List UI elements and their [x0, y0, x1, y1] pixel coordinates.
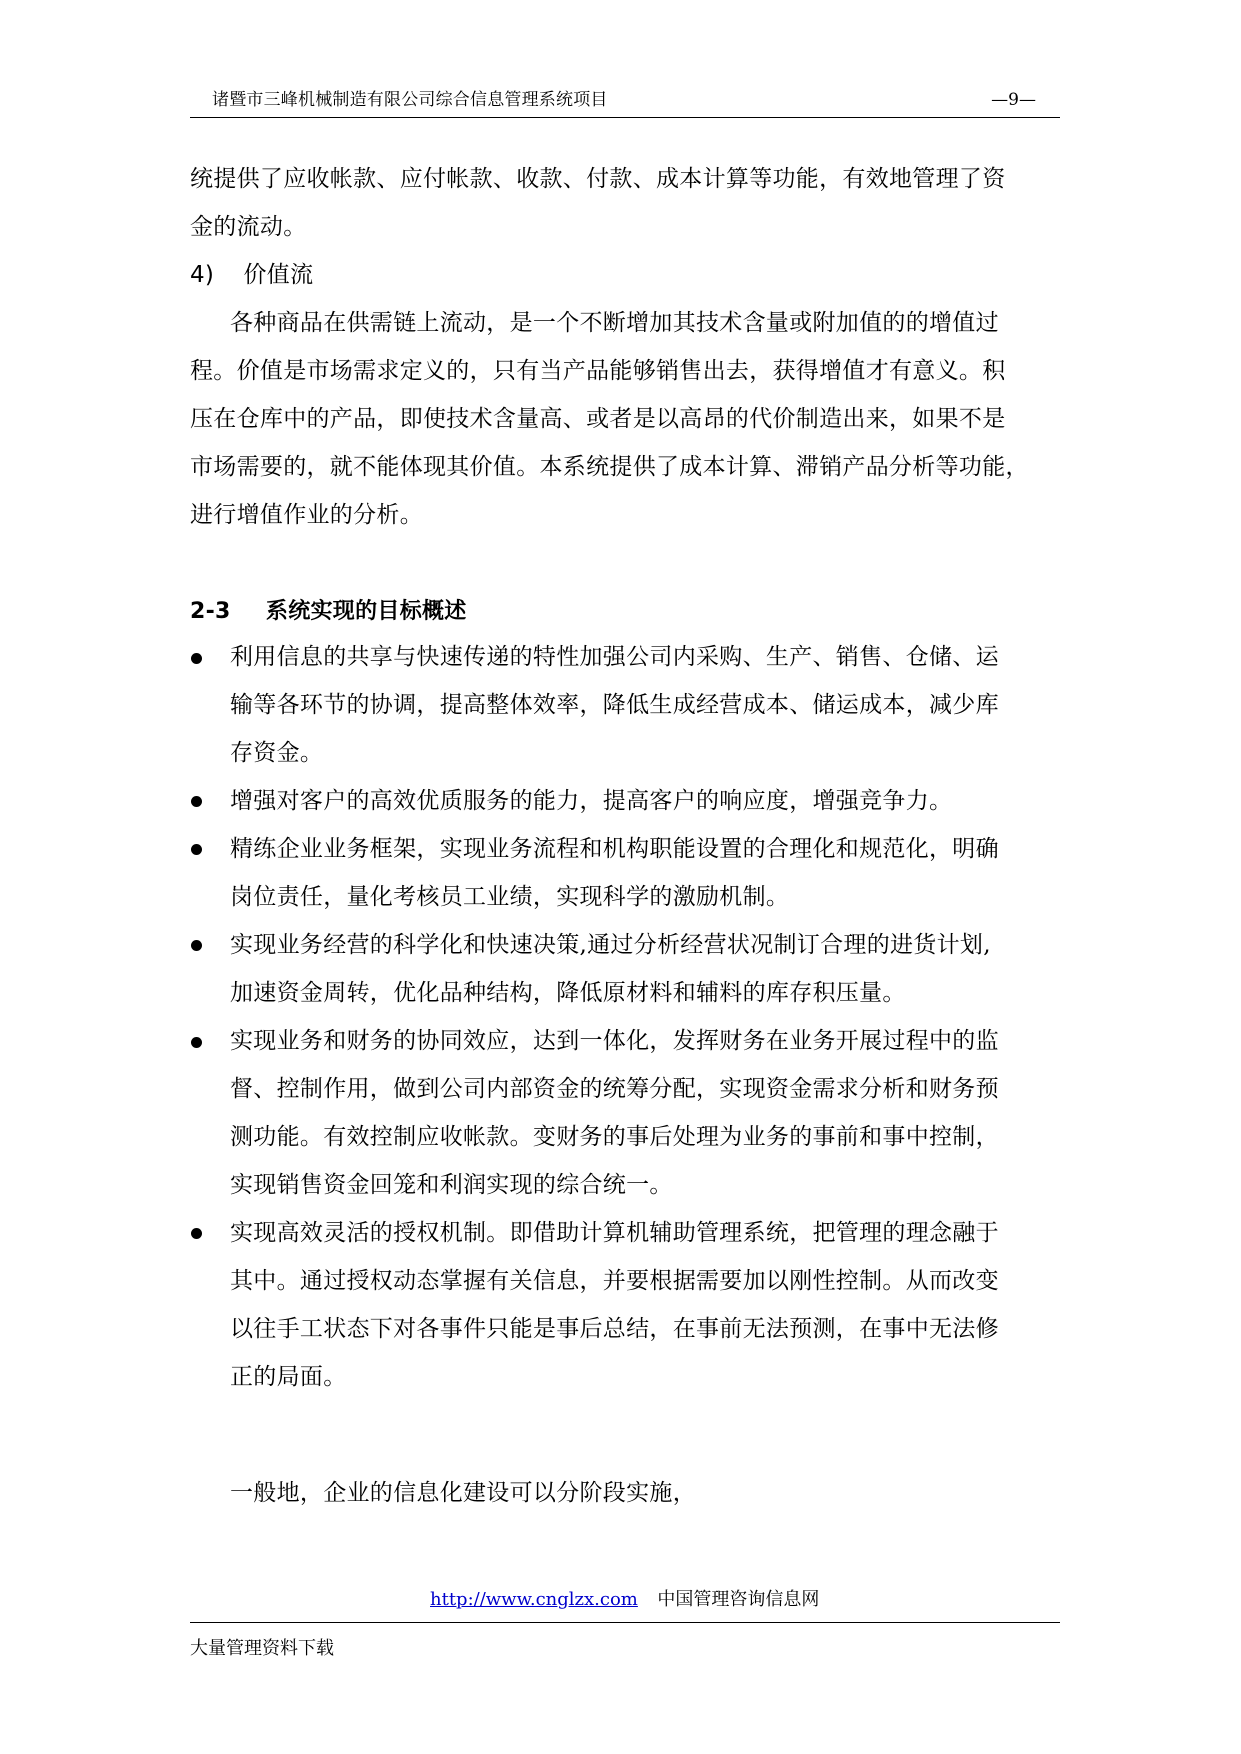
bullet-line: 实现销售资金回笼和利润实现的综合统一。	[230, 1172, 673, 1198]
list-item-4	[190, 256, 313, 289]
bullet-line: 精练企业业务框架，实现业务流程和机构职能设置的合理化和规范化，明确	[230, 836, 999, 862]
section-heading	[190, 594, 467, 625]
paragraph-line: 各种商品在供需链上流动，是一个不断增加其技术含量或附加值的的增值过	[230, 310, 999, 336]
bullet-line: 督、控制作用，做到公司内部资金的统筹分配，实现资金需求分析和财务预	[230, 1076, 999, 1102]
bullet-line: 以往手工状态下对各事件只能是事后总结，在事前无法预测，在事中无法修	[230, 1316, 999, 1342]
section-title: 系统实现的目标概述	[265, 599, 467, 624]
bullet-line: 增强对客户的高效优质服务的能力，提高客户的响应度，增强竞争力。	[230, 788, 953, 814]
footer-link-row	[430, 1585, 819, 1611]
bullet-line: 测功能。有效控制应收帐款。变财务的事后处理为业务的事前和事中控制，	[230, 1124, 999, 1150]
paragraph-line: 程。价值是市场需求定义的，只有当产品能够销售出去，获得增值才有意义。积	[190, 358, 1006, 384]
bullet-icon	[191, 940, 202, 951]
bullet-line: 加速资金周转，优化品种结构，降低原材料和辅料的库存积压量。	[230, 980, 906, 1006]
paragraph-line: 金的流动。	[190, 214, 307, 240]
bullet-line: 实现高效灵活的授权机制。即借助计算机辅助管理系统，把管理的理念融于	[230, 1220, 999, 1246]
bullet-icon	[191, 796, 202, 807]
bullet-line: 正的局面。	[230, 1364, 347, 1390]
list-item-title: 价值流	[243, 262, 314, 288]
footer-divider	[190, 1622, 1060, 1623]
page-number: —9—	[991, 90, 1036, 110]
header-title: 诸暨市三峰机械制造有限公司综合信息管理系统项目	[212, 90, 608, 110]
bullet-line: 岗位责任，量化考核员工业绩，实现科学的激励机制。	[230, 884, 790, 910]
bullet-line: 其中。通过授权动态掌握有关信息，并要根据需要加以刚性控制。从而改变	[230, 1268, 999, 1294]
paragraph-line: 压在仓库中的产品，即使技术含量高、或者是以高昂的代价制造出来，如果不是	[190, 406, 1006, 432]
paragraph-line: 进行增值作业的分析。	[190, 502, 423, 528]
bullet-line: 实现业务经营的科学化和快速决策,通过分析经营状况制订合理的进货计划,	[230, 932, 991, 958]
bullet-icon	[191, 844, 202, 855]
bullet-line: 利用信息的共享与快速传递的特性加强公司内采购、生产、销售、仓储、运	[230, 644, 999, 670]
bullet-icon	[191, 653, 202, 664]
bullet-icon	[191, 1228, 202, 1239]
list-item-number: 4)	[190, 262, 215, 288]
section-number: 2-3	[190, 599, 231, 624]
bullet-icon	[191, 1037, 202, 1048]
paragraph-line: 市场需要的，就不能体现其价值。本系统提供了成本计算、滞销产品分析等功能，	[190, 454, 1029, 480]
page-header	[190, 87, 1060, 118]
website-link[interactable]: http://www.cnglzx.com	[430, 1589, 638, 1610]
site-name: 中国管理咨询信息网	[657, 1589, 820, 1610]
footer-text: 大量管理资料下载	[190, 1638, 334, 1659]
bullet-line: 输等各环节的协调，提高整体效率，降低生成经营成本、储运成本，减少库	[230, 692, 999, 718]
bullet-line: 实现业务和财务的协同效应，达到一体化，发挥财务在业务开展过程中的监	[230, 1028, 999, 1054]
paragraph-line: 统提供了应收帐款、应付帐款、收款、付款、成本计算等功能，有效地管理了资	[190, 166, 1006, 192]
closing-paragraph: 一般地，企业的信息化建设可以分阶段实施，	[230, 1480, 696, 1506]
bullet-line: 存资金。	[230, 740, 324, 766]
